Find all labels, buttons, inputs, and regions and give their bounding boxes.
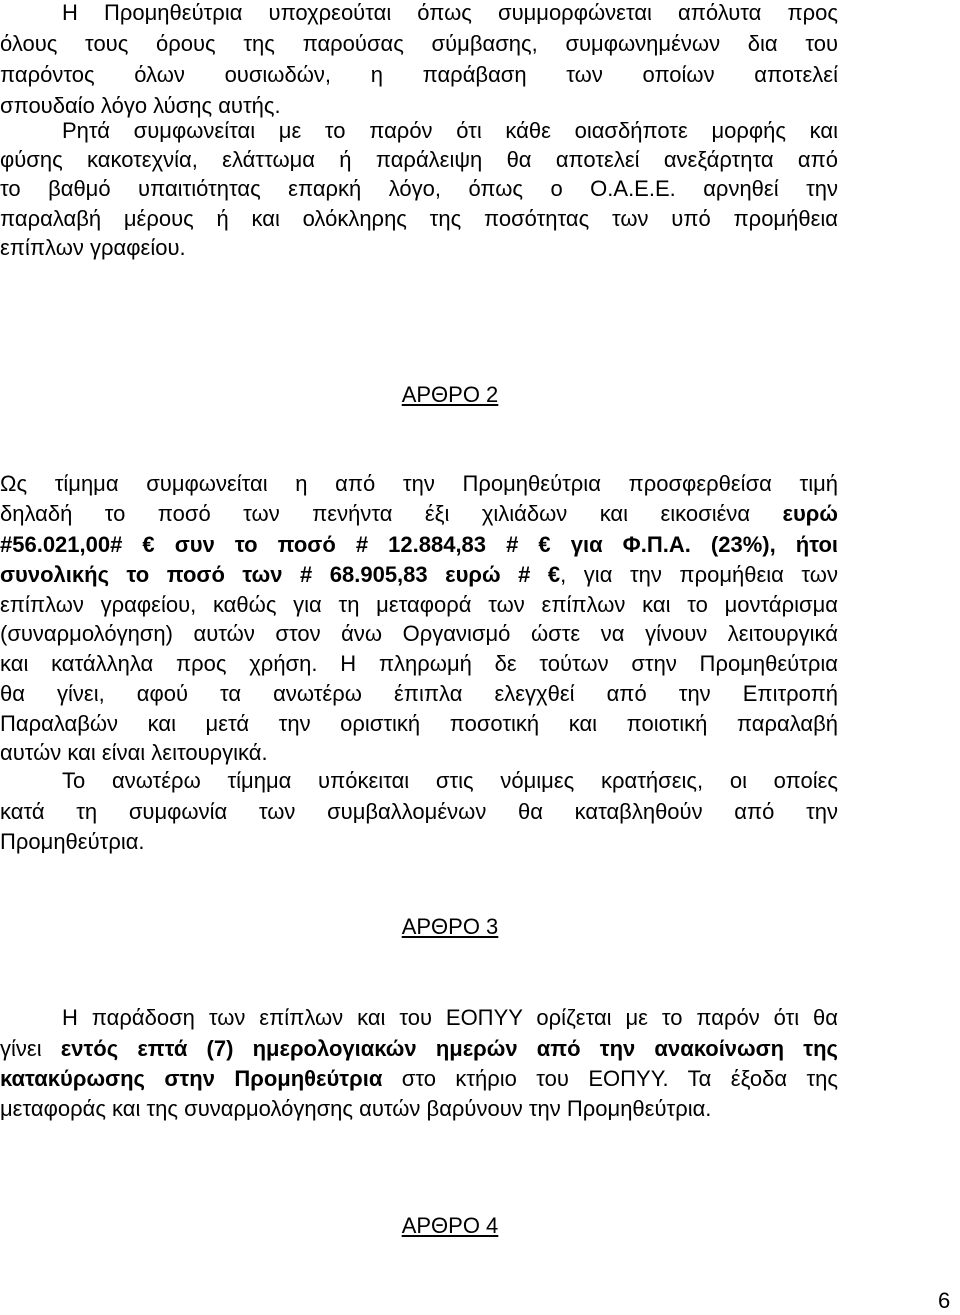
text-line: Η Προμηθεύτρια υποχρεούται όπως συμμορφώνεται απόλυτα προς [62,0,838,25]
text-segment: , για την προμήθεια των [560,562,838,587]
text-line-mixed [0,1034,838,1064]
text-line: αυτών και είναι λειτουργικά. [0,740,268,765]
text-line: θα γίνει, αφού τα ανωτέρω έπιπλα ελεγχθεί από την Επιτροπή [0,681,838,706]
text-line: επίπλων γραφείου, καθώς για τη μεταφορά των επίπλων και το μοντάρισμα [0,592,838,617]
bold-segment: ευρώ [782,501,838,526]
text-line: παραλαβή μέρους ή και ολόκληρης της ποσότητας των υπό προμήθεια [0,206,838,231]
text-line: Η παράδοση των επίπλων και του ΕΟΠΥΥ ορίζεται με το παρόν ότι θα [62,1005,838,1030]
text-line: όλους τους όρους της παρούσας σύμβασης, συμφωνημένων δια του [0,31,838,56]
bold-segment: κατακύρωσης στην Προμηθεύτρια [0,1066,383,1091]
text-line-mixed [0,499,838,529]
text-line: Ως τίμημα συμφωνείται η από την Προμηθεύτρια προσφερθείσα τιμή [0,471,838,496]
article-3-heading: ΑΡΘΡΟ 3 [401,914,499,939]
price-line-bold: #56.021,00# € συν το ποσό # 12.884,83 # € για Φ.Π.Α. (23%), ήτοι [0,532,838,557]
text-segment: γίνει [0,1036,61,1061]
text-line: παρόντος όλων ουσιωδών, η παράβαση των οποίων αποτελεί [0,62,838,87]
text-line: το βαθμό υπαιτιότητας επαρκή λόγο, όπως ο Ο.Α.Ε.Ε. αρνηθεί την [0,176,838,201]
text-line: Ρητά συμφωνείται με το παρόν ότι κάθε οιασδήποτε μορφής και [62,118,838,143]
text-line: Προμηθεύτρια. [0,829,145,854]
text-line-mixed [0,560,838,590]
text-line: και κατάλληλα προς χρήση. Η πληρωμή δε τούτων στην Προμηθεύτρια [0,651,838,676]
text-line: (συναρμολόγηση) αυτών στον άνω Οργανισμό ώστε να γίνουν λειτουργικά [0,621,838,646]
text-line: Παραλαβών και μετά την οριστική ποσοτική και ποιοτική παραλαβή [0,711,838,736]
text-line: φύσης κακοτεχνία, ελάττωμα ή παράλειψη θα αποτελεί ανεξάρτητα από [0,147,838,172]
page-number: 6 [938,1288,951,1313]
text-line: επίπλων γραφείου. [0,235,186,260]
text-line: Το ανωτέρω τίμημα υπόκειται στις νόμιμες κρατήσεις, οι οποίες [62,768,838,793]
text-line: μεταφοράς και της συναρμολόγησης αυτών βαρύνουν την Προμηθεύτρια. [0,1096,712,1121]
text-line: σπουδαίο λόγο λύσης αυτής. [0,93,281,118]
article-4-heading: ΑΡΘΡΟ 4 [401,1213,499,1238]
text-line-mixed [0,1064,838,1094]
text-line: κατά τη συμφωνία των συμβαλλομένων θα καταβληθούν από την [0,799,838,824]
text-segment: στο κτήριο του ΕΟΠΥΥ. Τα έξοδα της [382,1066,838,1091]
article-2-heading: ΑΡΘΡΟ 2 [401,382,499,407]
total-amount-bold: συνολικής το ποσό των # 68.905,83 ευρώ # € [0,562,561,587]
bold-segment: εντός επτά (7) ημερολογιακών ημερών από την ανακοίνωση της [60,1036,838,1061]
text-segment: δηλαδή το ποσό των πενήντα έξι χιλιάδων και εικοσιένα [0,501,751,526]
